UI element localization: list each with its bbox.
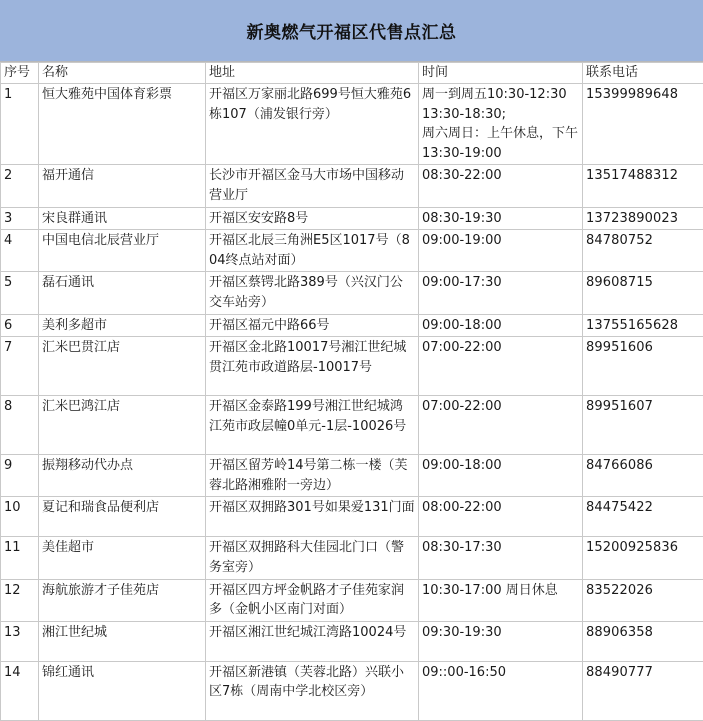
row-time-line: 09:00-18:00 <box>422 316 579 336</box>
row-time <box>419 497 583 537</box>
row-time-line: 08:30-22:00 <box>422 166 579 186</box>
row-address: 开福区万家丽北路699号恒大雅苑6栋107（浦发银行旁） <box>206 84 419 165</box>
table-row <box>1 337 703 396</box>
row-name: 海航旅游才子佳苑店 <box>39 579 206 621</box>
header-name: 名称 <box>39 63 206 84</box>
row-index: 11 <box>1 537 39 579</box>
row-time-line: 08:30-19:30 <box>422 209 579 229</box>
row-time <box>419 207 583 230</box>
row-address: 开福区留芳岭14号第二栋一楼（芙蓉北路湘雅附一旁边） <box>206 455 419 497</box>
row-name: 汇米巴贯江店 <box>39 337 206 396</box>
row-time <box>419 396 583 455</box>
row-time <box>419 165 583 207</box>
row-name: 湘江世纪城 <box>39 621 206 661</box>
row-phone: 89951607 <box>583 396 703 455</box>
table-row <box>1 661 703 720</box>
row-time-line: 09:00-18:00 <box>422 456 579 476</box>
row-time-line: 10:30-17:00 周日休息 <box>422 581 579 601</box>
row-time-line: 09::00-16:50 <box>422 663 579 683</box>
header-row <box>1 63 703 84</box>
row-address: 开福区双拥路科大佳园北门口（警务室旁） <box>206 537 419 579</box>
row-name: 恒大雅苑中国体育彩票 <box>39 84 206 165</box>
row-name: 福开通信 <box>39 165 206 207</box>
row-name: 汇米巴鸿江店 <box>39 396 206 455</box>
row-phone: 84475422 <box>583 497 703 537</box>
row-address: 开福区安安路8号 <box>206 207 419 230</box>
row-address: 开福区金北路10017号湘江世纪城贯江苑市政道路层-10017号 <box>206 337 419 396</box>
row-phone: 88490777 <box>583 661 703 720</box>
table-row <box>1 84 703 165</box>
row-name: 磊石通讯 <box>39 272 206 314</box>
row-address: 开福区湘江世纪城江湾路10024号 <box>206 621 419 661</box>
row-index: 4 <box>1 230 39 272</box>
row-time <box>419 314 583 337</box>
table-row <box>1 497 703 537</box>
row-time <box>419 272 583 314</box>
row-time <box>419 579 583 621</box>
row-phone: 15200925836 <box>583 537 703 579</box>
table-row <box>1 165 703 207</box>
row-index: 14 <box>1 661 39 720</box>
table-row <box>1 396 703 455</box>
row-name: 振翔移动代办点 <box>39 455 206 497</box>
table-row <box>1 579 703 621</box>
row-time <box>419 537 583 579</box>
row-phone: 89951606 <box>583 337 703 396</box>
table-row <box>1 230 703 272</box>
row-name: 美利多超市 <box>39 314 206 337</box>
page-title: 新奥燃气开福区代售点汇总 <box>247 18 457 43</box>
row-time-line: 07:00-22:00 <box>422 338 579 358</box>
header-time: 时间 <box>419 63 583 84</box>
row-time <box>419 337 583 396</box>
row-time-line: 07:00-22:00 <box>422 397 579 417</box>
row-address: 开福区北辰三角洲E5区1017号（804终点站对面） <box>206 230 419 272</box>
row-index: 2 <box>1 165 39 207</box>
row-time-line: 09:00-17:30 <box>422 273 579 293</box>
header-phone: 联系电话 <box>583 63 703 84</box>
row-name: 宋良群通讯 <box>39 207 206 230</box>
row-address: 开福区蔡锷北路389号（兴汉门公交车站旁） <box>206 272 419 314</box>
row-phone: 15399989648 <box>583 84 703 165</box>
table-row <box>1 272 703 314</box>
row-time-line: 08:30-17:30 <box>422 538 579 558</box>
table-body <box>1 84 703 721</box>
row-index: 9 <box>1 455 39 497</box>
row-address: 长沙市开福区金马大市场中国移动营业厅 <box>206 165 419 207</box>
row-index: 5 <box>1 272 39 314</box>
row-time <box>419 621 583 661</box>
row-address: 开福区金泰路199号湘江世纪城鸿江苑市政层幢0单元-1层-10026号 <box>206 396 419 455</box>
row-time <box>419 230 583 272</box>
row-index: 10 <box>1 497 39 537</box>
row-phone: 13723890023 <box>583 207 703 230</box>
row-time-line: 09:00-19:00 <box>422 231 579 251</box>
row-phone: 84780752 <box>583 230 703 272</box>
header-index: 序号 <box>1 63 39 84</box>
row-time-line: 08:00-22:00 <box>422 498 579 518</box>
row-phone: 88906358 <box>583 621 703 661</box>
row-address: 开福区新港镇（芙蓉北路）兴联小区7栋（周南中学北校区旁） <box>206 661 419 720</box>
row-address: 开福区四方坪金帆路才子佳苑家润多（金帆小区南门对面） <box>206 579 419 621</box>
row-address: 开福区福元中路66号 <box>206 314 419 337</box>
table-row <box>1 455 703 497</box>
row-index: 1 <box>1 84 39 165</box>
header-address: 地址 <box>206 63 419 84</box>
row-time <box>419 84 583 165</box>
row-phone: 13517488312 <box>583 165 703 207</box>
row-time <box>419 661 583 720</box>
row-phone: 89608715 <box>583 272 703 314</box>
row-index: 7 <box>1 337 39 396</box>
row-index: 12 <box>1 579 39 621</box>
row-name: 锦红通讯 <box>39 661 206 720</box>
row-time-line: 09:30-19:30 <box>422 623 579 643</box>
table-row <box>1 537 703 579</box>
table-row <box>1 207 703 230</box>
row-time-line: 周六周日：上午休息，下午13:30-19:00 <box>422 124 579 163</box>
row-name: 中国电信北辰营业厅 <box>39 230 206 272</box>
row-index: 8 <box>1 396 39 455</box>
row-name: 夏记和瑞食品便利店 <box>39 497 206 537</box>
row-index: 13 <box>1 621 39 661</box>
row-name: 美佳超市 <box>39 537 206 579</box>
row-index: 3 <box>1 207 39 230</box>
row-phone: 83522026 <box>583 579 703 621</box>
row-phone: 13755165628 <box>583 314 703 337</box>
sales-points-table <box>0 62 703 721</box>
row-phone: 84766086 <box>583 455 703 497</box>
row-time-line: 周一到周五10:30-12:30 13:30-18:30; <box>422 85 579 124</box>
title-bar <box>0 0 703 62</box>
table-row <box>1 621 703 661</box>
row-index: 6 <box>1 314 39 337</box>
row-address: 开福区双拥路301号如果爱131门面 <box>206 497 419 537</box>
table-row <box>1 314 703 337</box>
row-time <box>419 455 583 497</box>
